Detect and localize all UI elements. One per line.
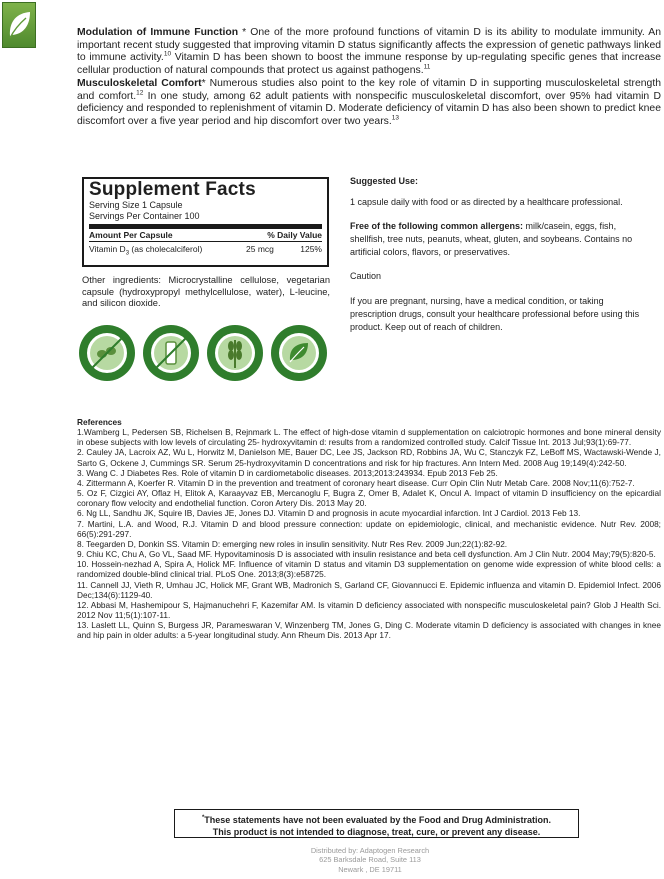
musculoskeletal-heading: Musculoskeletal Comfort — [77, 77, 202, 89]
soy-free-icon — [78, 324, 136, 382]
caution-heading: Caution — [350, 271, 382, 281]
references-section — [77, 417, 661, 640]
reference-item: 2. Cauley JA, Lacroix AZ, Wu L, Horwitz M, Danielson ME, Bauer DC, Lee JS, Jackson RD, Robbins JA, Wu C, Stanczyk FZ, LeBoff MS, Wactawski-Wende J, Sarto G, Ockene J, Cummings SR. Serum 25-hydroxyvitamin D concentrations and risk for hip fractures. Ann Intern Med. 2008 Aug 19;149(4):242-50. — [77, 447, 661, 468]
reference-item: 7. Martini, L.A. and Wood, R.J. Vitamin D and blood pressure connection: update on epidemiologic, clinical, and mechanistic evidence. Nutr Rev. 2008; 66(5):291-297. — [77, 518, 661, 539]
fda-disclaimer-box — [174, 809, 579, 838]
reference-item: 12. Abbasi M, Hashemipour S, Hajmanuchehri F, Kazemifar AM. Is vitamin D deficiency associated with nonspecific musculoskeletal pain? Glob J Health Sci. 2012 Nov 11;5(1):107-11. — [77, 599, 661, 620]
caution-text: If you are pregnant, nursing, have a medical condition, or taking prescription drugs, consult your healthcare professional before using this product. Keep out of reach of children. — [350, 296, 640, 332]
badge-row — [78, 324, 336, 386]
distributor-name: Distributed by: Adaptogen Research — [310, 846, 430, 855]
reference-item: 6. Ng LL, Sandhu JK, Squire IB, Davies JE, Jones DJ. Vitamin D and prognosis in acute myocardial infarction. Int J Cardiol. 2013 Feb 13. — [77, 508, 581, 519]
gluten-free-icon — [206, 324, 264, 382]
nutrient-amount: 25 mcg — [246, 244, 274, 254]
supplement-facts-panel — [82, 177, 329, 267]
reference-item: 4. Zittermann A, Koerfer R. Vitamin D in the prevention and treatment of coronary heart disease. Curr Opin Clin Nutr Metab Care. 2008 Nov;11(6):752-7. — [77, 477, 635, 488]
servings-per-container: Servings Per Container 100 — [89, 211, 200, 221]
reference-item: 11. Cannell JJ, Vieth R, Umhau JC, Holick MF, Grant WB, Madronich S, Garland CF, Giovannucci E. Epidemic influenza and vitamin D. Epidemiol Infect. 2006 Dec;134(6):1129-40. — [77, 579, 661, 600]
dairy-free-icon — [142, 324, 200, 382]
serving-size: Serving Size 1 Capsule — [89, 200, 183, 210]
nutrient-daily-value: 125% — [300, 244, 322, 254]
distributor-info — [230, 846, 510, 874]
facts-column-headers — [89, 229, 322, 241]
brand-logo — [2, 2, 36, 48]
allergens-text: milk/casein, eggs, fish, shellfish, tree nuts, peanuts, wheat, gluten, and soybeans. Contains no artificial colors, flavors, or preservatives. — [350, 221, 633, 257]
suggested-use-text: 1 capsule daily with food or as directed by a healthcare professional. — [350, 197, 623, 207]
disclaimer-line-1: *These statements have not been evaluated by the Food and Drug Administration. — [201, 815, 552, 825]
leaf-icon — [3, 3, 35, 47]
nutrient-name: Vitamin $D_3$ (as cholecalciferol) — [89, 244, 203, 257]
amount-per-capsule-header: Amount Per Capsule — [89, 230, 173, 240]
intro-text — [77, 27, 661, 129]
distributor-street: 625 Barksdale Road, Suite 113 — [319, 855, 421, 865]
allergens-paragraph — [350, 220, 650, 259]
reference-item: 10. Hossein-nezhad A, Spira A, Holick MF. Influence of vitamin D status and vitamin D3 supplementation on genome wide expression of white blood cells: a randomized double-blind clinical trial. PLoS One. 2013;8(3):e58725. — [77, 559, 661, 580]
reference-item: 13. Laslett LL, Quinn S, Burgess JR, Parameswaran V, Winzenberg TM, Jones G, Ding C. Moderate vitamin D deficiency is associated with changes in knee and hip pain in older adults: a 5-year longitudinal study. Ann Rheum Dis. 2013 Apr 17. — [77, 620, 661, 641]
allergens-heading: Free of the following common allergens: — [350, 221, 524, 231]
reference-item: 8. Teegarden D, Donkin SS. Vitamin D: emerging new roles in insulin sensitivity. Nutr Res Rev. 2009 Jun;22(1):82-92. — [77, 538, 508, 549]
supplement-facts-title: Supplement Facts — [89, 179, 256, 200]
distributor-city: Newark , DE 19711 — [338, 864, 402, 874]
reference-item: 1.Wamberg L, Pedersen SB, Richelsen B, Rejnmark L. The effect of high-dose vitamin d supplementation on calciotropic hormones and bone mineral density in obese subjects with low levels of circulating 25- hydroxyvitamin d: results from a randomized controlled study. Calcif Tissue Int. 2013 Jul;93(1):69-77. — [77, 427, 661, 448]
reference-item: 5. Oz F, Cizgici AY, Oflaz H, Elitok A, Karaayvaz EB, Mercanoglu F, Bugra Z, Omer B, Adalet K, Oncul A. Impact of vitamin D insufficiency on the epicardial coronary flow velocity and endothelial function. Coron Artery Dis. 2013 May 20. — [77, 488, 661, 509]
other-ingredients: Other ingredients: Microcrystalline cellulose, vegetarian capsule (hydroxypropyl methylcellulose, water), L-leucine, and silicon dioxide. — [82, 275, 330, 309]
references-heading: References — [77, 417, 122, 427]
reference-item: 3. Wang C. J Diabetes Res. Role of vitamin D in cardiometabolic diseases. 2013;2013:243934. Epub 2013 Feb 25. — [77, 467, 498, 478]
facts-row-vitamin-d3 — [89, 242, 322, 261]
vegetarian-formula-icon — [270, 324, 328, 382]
disclaimer-line-2: This product is not intended to diagnose, treat, cure, or prevent any disease. — [212, 827, 541, 837]
usage-panel — [350, 175, 650, 334]
reference-item: 9. Chiu KC, Chu A, Go VL, Saad MF. Hypovitaminosis D is associated with insulin resistance and beta cell dysfunction. Am J Clin Nutr. 2004 May;79(5):820-5. — [77, 549, 656, 560]
daily-value-header: % Daily Value — [267, 230, 322, 240]
suggested-use-heading: Suggested Use: — [350, 176, 419, 186]
immune-heading: Modulation of Immune Function — [77, 27, 239, 38]
musculoskeletal-paragraph: Musculoskeletal Comfort* Numerous studies also point to the key role of vitamin D in supporting musculoskeletal strength and comfort.$^{12}$ In one study, among 62 adult patients with nonspecific musculoskeletal discomfort, over 95% had vitamin D deficiency and responded to replenishment of vitamin D. Moderate deficiency of vitamin D has also been shown to predict knee discomfort over a five year period and hip discomfort over two years.$^{13}$ — [77, 77, 662, 127]
immune-paragraph: Modulation of Immune Function * One of the more profound functions of vitamin D is its ability to modulate immunity. An important recent study suggested that improving vitamin D status significantly affects the expression of genetic pathways linked to immune activity.$^{10}$ Vitamin D has been shown to boost the immune response by up-regulating specific genes that increase cellular production of natural compounds that protect us against pathogens.$^{11}$ — [77, 27, 662, 77]
